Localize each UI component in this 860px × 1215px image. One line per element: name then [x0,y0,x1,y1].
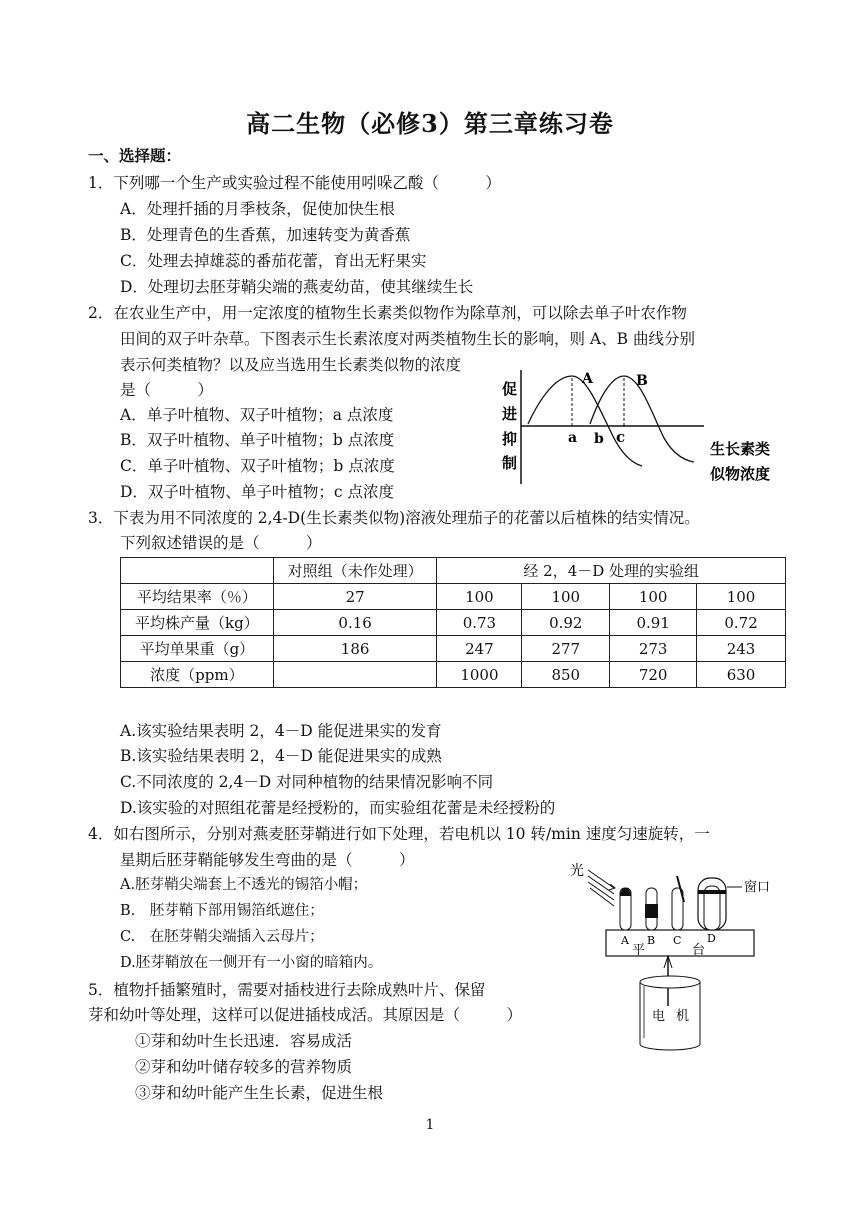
point-c-label: c [616,428,626,446]
table-row [121,610,786,636]
x-label-line-2: 似物浓度 [710,465,771,483]
q2-option-d: D．双子叶植物、单子叶植物；c 点浓度 [120,483,395,501]
q2-stem-line-4: 是（ ） [120,381,214,399]
page-number: 1 [425,1117,435,1133]
table-cell: 100 [437,584,522,610]
table-row [121,584,786,610]
q5-item-1: ①芽和幼叶生长迅速．容易成活 [135,1032,353,1050]
q3-option-d: D.该实验的对照组花蕾是经授粉的，而实验组花蕾是未经授粉的 [120,799,556,817]
point-b-label: b [594,431,604,447]
q2-stem-line-1: 2．在农业生产中，用一定浓度的植物生长素类似物作为除草剂，可以除去单子叶农作物 [88,304,687,322]
q2-stem-line-3: 表示何类植物？以及应当选用生长素类似物的浓度 [120,356,462,374]
section-heading: 一、选择题： [88,146,182,165]
table-cell: 273 [610,636,697,662]
q2-growth-curve-figure [494,366,794,490]
x-label-line-1: 生长素类 [710,440,771,458]
y-label-inhibit-2: 制 [502,454,518,472]
light-rays [588,870,614,906]
q4-option-d: D.胚芽鞘放在一侧开有一小窗的暗箱内。 [120,955,383,971]
q3-option-b: B.该实验结果表明 2，4－D 能促进果实的成熟 [120,747,442,765]
q4-stem-line-1: 4．如右图所示，分别对燕麦胚芽鞘进行如下处理，若电机以 10 转/min 速度匀速旋转，一 [88,825,710,843]
curve-a-label: A [582,371,593,387]
window-label: 窗口 [744,880,771,895]
table-cell: 100 [697,584,786,610]
table-cell: 0.92 [522,610,610,636]
y-label-promote-1: 促 [502,380,518,398]
table-cell: 277 [522,636,610,662]
q4-apparatus-figure [568,858,788,1058]
table-row-label: 平均结果率（％） [121,584,274,610]
table-cell: 247 [437,636,522,662]
table-header-cell: 经 2，4－D 处理的实验组 [437,558,786,584]
q1-stem: 1．下列哪一个生产或实验过程不能使用吲哚乙酸（ ） [88,174,501,192]
q4-option-b: B. 胚芽鞘下部用锡箔纸遮住； [120,903,324,919]
label-c: C [673,934,682,947]
q4-stem-line-2: 星期后胚芽鞘能够发生弯曲的是（ ） [120,851,415,869]
table-cell: 630 [697,662,786,688]
q5-item-3: ③芽和幼叶能产生生长素，促进生根 [135,1084,384,1102]
q2-option-b: B．双子叶植物、单子叶植物；b 点浓度 [120,431,395,449]
label-a: A [621,934,629,947]
q1-option-a: A．处理扦插的月季枝条，促使加快生根 [120,200,395,218]
table-cell: 720 [610,662,697,688]
point-a-label: a [568,430,578,446]
motor-char-2: 机 [676,1009,690,1024]
y-label-promote-2: 进 [502,405,518,423]
q3-results-table [120,557,786,688]
table-cell: 186 [273,636,437,662]
table-row-label: 平均株产量（kg） [121,610,274,636]
q3-stem-line-1: 3．下表为用不同浓度的 2,4-D(生长素类似物)溶液处理茄子的花蕾以后植株的结实情况。 [88,509,700,527]
table-row [121,662,786,688]
label-b: B [647,934,656,947]
table-header-cell [121,558,274,584]
q2-stem-line-2: 田间的双子叶杂草。下图表示生长素浓度对两类植物生长的影响，则 A、B 曲线分别 [120,330,695,348]
light-label: 光 [570,863,584,879]
y-label-inhibit-1: 抑 [502,430,518,448]
curve-b-label: B [636,373,648,389]
q5-stem-line-2: 芽和幼叶等处理，这样可以促进插枝成活。其原因是（ ） [88,1006,523,1024]
motor-char-1: 电 [652,1009,666,1024]
table-cell: 0.73 [437,610,522,636]
table-cell: 1000 [437,662,522,688]
q3-stem-line-2: 下列叙述错误的是（ ） [120,534,322,552]
platform-char-2: 台 [692,943,706,958]
q4-option-c: C. 在胚芽鞘尖端插入云母片； [120,929,324,945]
q3-option-c: C.不同浓度的 2,4－D 对同种植物的结果情况影响不同 [120,773,494,791]
table-header-row [121,558,786,584]
q5-stem-line-1: 5．植物扦插繁殖时，需要对插枝进行去除成熟叶片、保留 [88,981,486,999]
table-row [121,636,786,662]
table-cell: 100 [522,584,610,610]
label-d: D [707,932,716,945]
table-cell: 27 [273,584,437,610]
page-title: 高二生物（必修3）第三章练习卷 [246,109,614,138]
platform-char-1: 平 [632,943,646,958]
q1-option-b: B．处理青色的生香蕉，加速转变为黄香蕉 [120,226,411,244]
q2-option-c: C．单子叶植物、双子叶植物；b 点浓度 [120,457,395,475]
table-row-label: 浓度（ppm） [121,662,274,688]
q4-option-a: A.胚芽鞘尖端套上不透光的锡箔小帽； [120,877,368,893]
table-cell: 243 [697,636,786,662]
q5-item-2: ②芽和幼叶储存较多的营养物质 [135,1058,353,1076]
table-cell: 100 [610,584,697,610]
table-header-cell: 对照组（未作处理） [273,558,437,584]
table-cell: 850 [522,662,610,688]
table-cell [273,662,437,688]
q1-option-d: D．处理切去胚芽鞘尖端的燕麦幼苗，使其继续生长 [120,278,474,296]
motor-top [640,976,700,988]
q3-option-a: A.该实验结果表明 2，4－D 能促进果实的发育 [120,722,442,740]
table-cell: 0.16 [273,610,437,636]
curve-a [528,376,642,466]
q2-option-a: A．单子叶植物、双子叶植物；a 点浓度 [120,406,394,424]
table-cell: 0.72 [697,610,786,636]
table-cell: 0.91 [610,610,697,636]
q1-option-c: C．处理去掉雄蕊的番茄花蕾，育出无籽果实 [120,252,427,270]
table-row-label: 平均单果重（g） [121,636,274,662]
